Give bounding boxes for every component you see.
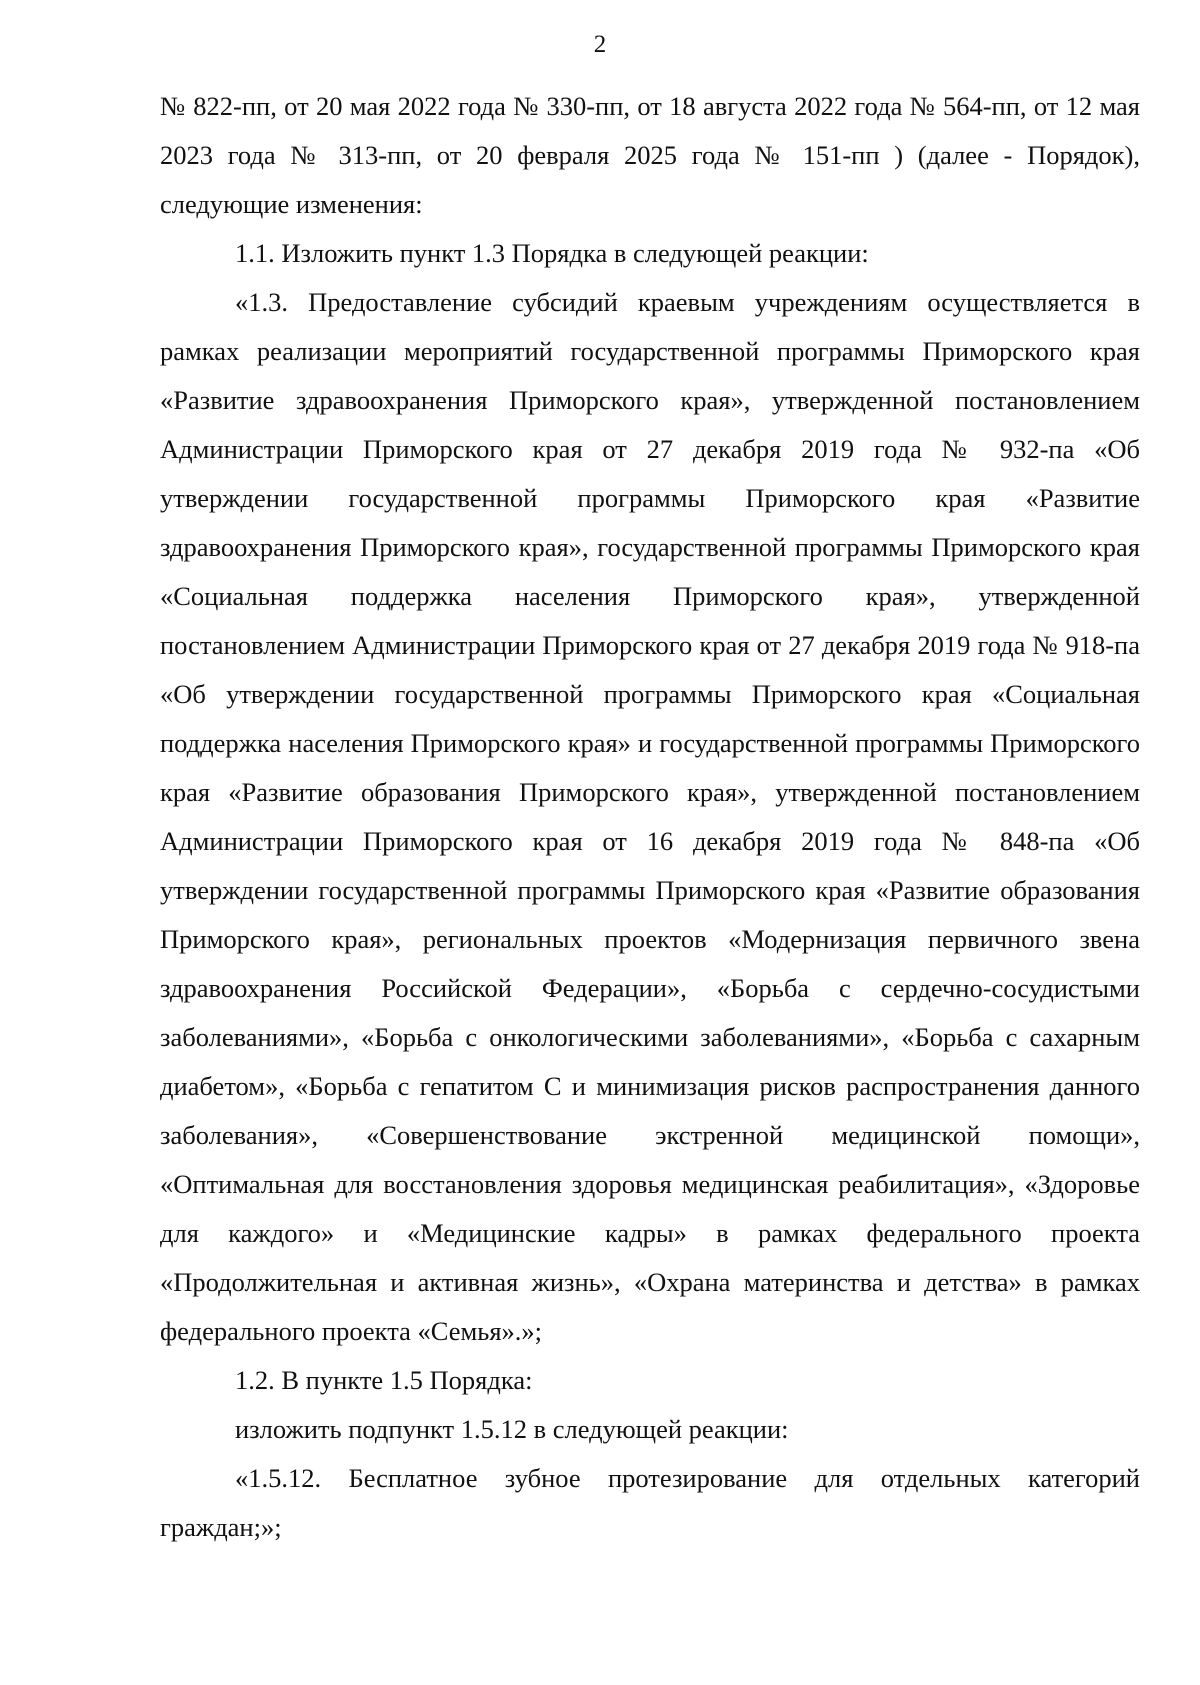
paragraph-1-2: 1.2. В пункте 1.5 Порядка: [235,1365,533,1395]
paragraph-subpoint-instruction: изложить подпункт 1.5.12 в следующей реакции: [235,1414,789,1444]
document-body [160,82,1140,1552]
paragraph-1-1: 1.1. Изложить пункт 1.3 Порядка в следующей реакции: [235,238,869,268]
paragraph-1-3-text: «1.3. Предоставление субсидий краевым учреждениям осуществляется в рамках реализации мероприятий государственной программы Приморского края «Развитие здравоохранения Приморского края», утвержденной постановлением Администрации Приморского края от 27 декабря 2019 года № 932-па «Об утверждении государственной программы Приморского края «Развитие здравоохранения Приморского края», государственной программы Приморского края «Социальная поддержка населения Приморского края», утвержденной постановлением Администрации Приморского края от 27 декабря 2019 года № 918-па «Об утверждении государственной программы Приморского края «Социальная поддержка населения Приморского края» и государственной программы Приморского края «Развитие образования Приморского края», утвержденной постановлением Администрации Приморского края от 16 декабря 2019 года № 848-па «Об утверждении государственной программы Приморского края «Развитие образования Приморского края», региональных проектов «Модернизация первичного звена здравоохранения Российской Федерации», «Борьба с сердечно-сосудистыми заболеваниями», «Борьба с онкологическими заболеваниями», «Борьба с сахарным диабетом», «Борьба с гепатитом С и минимизация рисков распространения данного заболевания», «Совершенствование экстренной медицинской помощи», «Оптимальная для восстановления здоровья медицинская реабилитация», «Здоровье для каждого» и «Медицинские кадры» в рамках федерального проекта «Продолжительная и активная жизнь», «Охрана материнства и детства» в рамках федерального проекта «Семья».»; [160,287,1140,1346]
paragraph-intro: № 822-пп, от 20 мая 2022 года № 330-пп, от 18 августа 2022 года № 564-пп, от 12 мая 2023 года № 313-пп, от 20 февраля 2025 года № 151-пп ) (далее - Порядок), следующие изменения: [160,91,1140,219]
page-number: 2 [593,31,607,58]
paragraph-1-5-12: «1.5.12. Бесплатное зубное протезирование для отдельных категорий граждан;»; [160,1463,1140,1542]
